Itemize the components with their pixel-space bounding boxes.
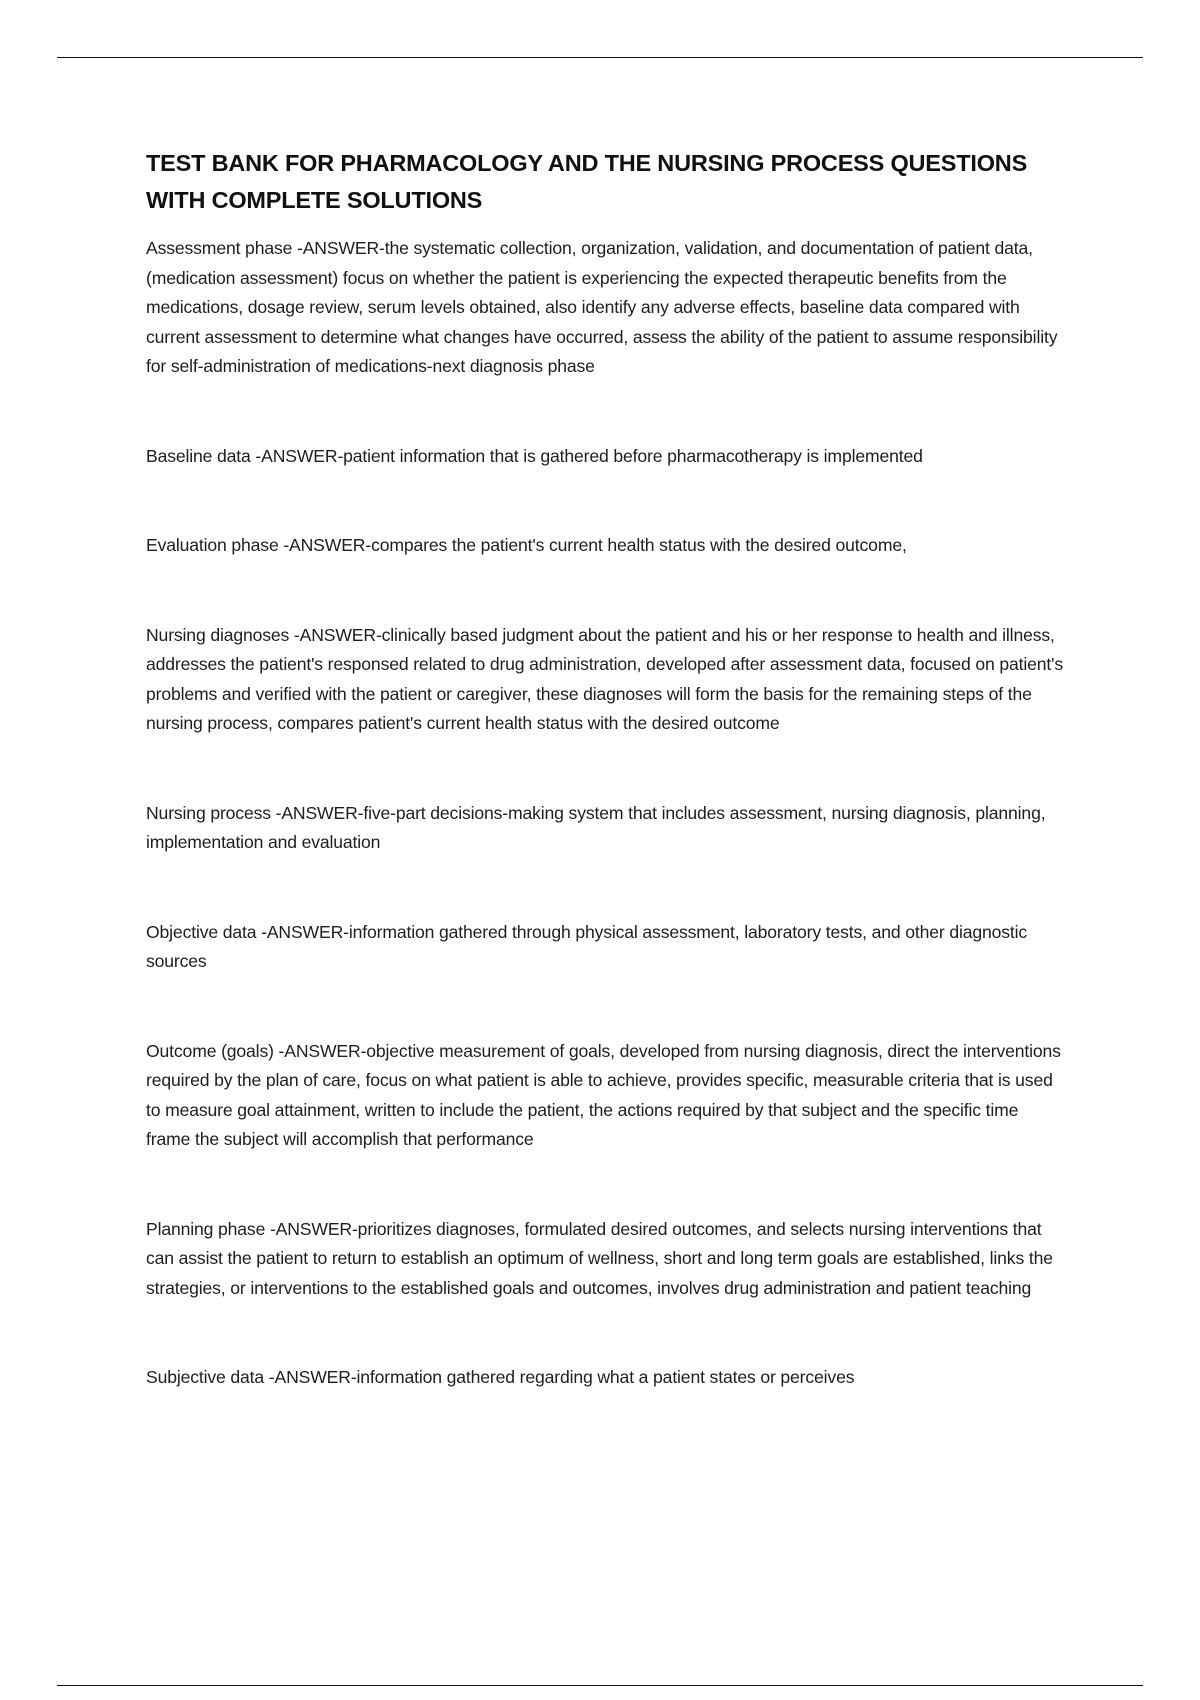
qa-entry-objective-data: Objective data -ANSWER-information gathered through physical assessment, laboratory tests, and other diagnostic sources (146, 921, 1028, 971)
document-title: TEST BANK FOR PHARMACOLOGY AND THE NURSING PROCESS QUESTIONS WITH COMPLETE SOLUTIONS (146, 150, 1028, 213)
qa-entry-outcome-goals: Outcome (goals) -ANSWER-objective measurement of goals, developed from nursing diagnosis, direct the interventions required by the plan of care, focus on what patient is able to achieve, provides specific, measurable criteria that is used to measure goal attainment, written to include the patient, the actions required by that subject and the specific time frame the subject will accomplish that performance (146, 1040, 1061, 1149)
document-body (146, 145, 1066, 1393)
qa-entry-assessment-phase: Assessment phase -ANSWER-the systematic collection, organization, validation, and documentation of patient data, (medication assessment) focus on whether the patient is experiencing the expected therapeutic benefits from the medications, dosage review, serum levels obtained, also identify any adverse effects, baseline data compared with current assessment to determine what changes have occurred, assess the ability of the patient to assume responsibility for self-administration of medications-next diagnosis phase (146, 238, 1058, 376)
qa-entry-nursing-diagnoses: Nursing diagnoses -ANSWER-clinically based judgment about the patient and his or her response to health and illness, addresses the patient's responsed related to drug administration, developed after assessment data, focused on patient's problems and verified with the patient or caregiver, these diagnoses will form the basis for the remaining steps of the nursing process, compares patient's current health status with the desired outcome (146, 624, 1064, 733)
qa-entry-subjective-data: Subjective data -ANSWER-information gathered regarding what a patient states or perceives (146, 1367, 855, 1387)
qa-entry-baseline-data: Baseline data -ANSWER-patient information that is gathered before pharmacotherapy is implemented (146, 445, 923, 466)
qa-entry-nursing-process: Nursing process -ANSWER-five-part decisions-making system that includes assessment, nursing diagnosis, planning, implementation and evaluation (146, 802, 1046, 852)
qa-entry-evaluation-phase: Evaluation phase -ANSWER-compares the patient's current health status with the desired outcome, (146, 535, 907, 555)
qa-list (146, 234, 1066, 1393)
qa-entry-planning-phase: Planning phase -ANSWER-prioritizes diagnoses, formulated desired outcomes, and selects nursing interventions that can assist the patient to return to establish an optimum of wellness, short and long term goals are established, links the strategies, or interventions to the established goals and outcomes, involves drug administration and patient teaching (146, 1218, 1053, 1298)
header-rule (57, 57, 1143, 58)
footer-rule (57, 1685, 1143, 1686)
